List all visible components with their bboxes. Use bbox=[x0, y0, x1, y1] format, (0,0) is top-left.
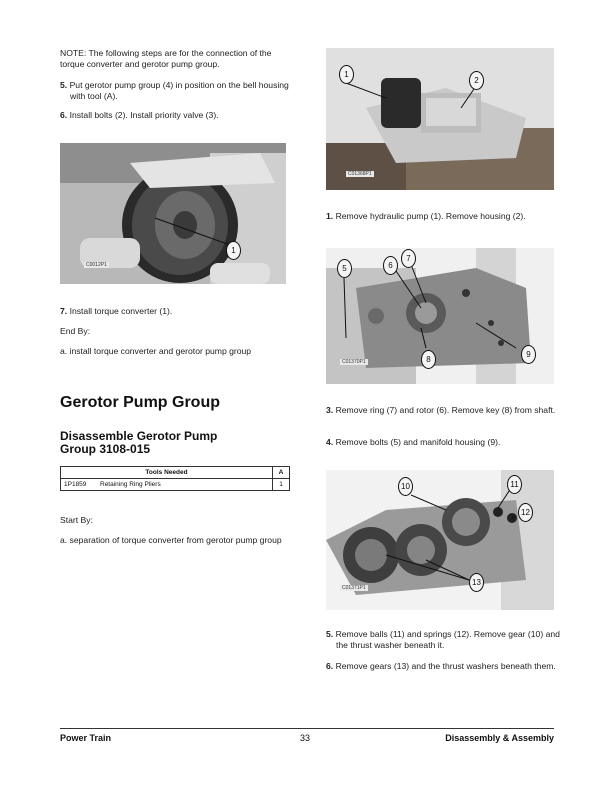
start-by-label: Start By: bbox=[60, 515, 93, 525]
tool-quantity: 1 bbox=[273, 479, 290, 491]
step-text: Remove ring (7) and rotor (6). Remove key (8) from shaft. bbox=[335, 405, 556, 415]
tools-needed-table bbox=[60, 466, 290, 491]
step-text: Remove gears (13) and the thrust washers beneath them. bbox=[335, 661, 556, 671]
step-number: 7. bbox=[60, 306, 68, 316]
note-text: NOTE: The following steps are for the connection of the torque converter and gerotor pump group. bbox=[60, 48, 272, 69]
photo-torque-converter bbox=[60, 143, 286, 284]
step-number: 1. bbox=[326, 211, 334, 221]
callout-10: 10 bbox=[398, 477, 413, 496]
tool-part-number: 1P1859 bbox=[61, 479, 98, 491]
callout-12: 12 bbox=[518, 503, 533, 522]
step-number: 6. bbox=[326, 661, 334, 671]
callout-9: 9 bbox=[521, 345, 536, 364]
callout-1: 1 bbox=[339, 65, 354, 84]
callout-6: 6 bbox=[383, 256, 398, 275]
step-text: Remove bolts (5) and manifold housing (9). bbox=[335, 437, 501, 447]
step-number: 5. bbox=[326, 629, 334, 639]
photo-hydraulic-pump-art bbox=[326, 48, 554, 190]
step-text: Install bolts (2). Install priority valve (3). bbox=[69, 110, 219, 120]
step-6-left bbox=[60, 110, 296, 121]
end-by-item: a. install torque converter and gerotor pump group bbox=[60, 346, 252, 356]
sub-title-line-2: Group 3108-015 bbox=[60, 442, 151, 456]
step-text: Remove hydraulic pump (1). Remove housing (2). bbox=[335, 211, 526, 221]
end-by-label: End By: bbox=[60, 326, 91, 336]
step-6-right bbox=[326, 661, 564, 672]
sub-title-line-1: Disassemble Gerotor Pump bbox=[60, 429, 218, 443]
photo-hydraulic-pump bbox=[326, 48, 554, 190]
photo-id-label: C01371P1 bbox=[342, 585, 366, 591]
step-4-right bbox=[326, 437, 564, 448]
table-row bbox=[61, 479, 290, 491]
step-number: 3. bbox=[326, 405, 334, 415]
step-7-left bbox=[60, 306, 296, 317]
step-number: 6. bbox=[60, 110, 68, 120]
photo-id-label: C01370P1 bbox=[342, 359, 366, 365]
callout-7: 7 bbox=[401, 249, 416, 268]
callout-13: 13 bbox=[469, 573, 484, 592]
section-title: Gerotor Pump Group bbox=[60, 394, 220, 411]
photo-id-label: C01368P1 bbox=[348, 171, 372, 177]
tool-description: Retaining Ring Pliers bbox=[97, 479, 273, 491]
step-1-right bbox=[326, 211, 564, 222]
step-text: Put gerotor pump group (4) in position on the bell housing with tool (A). bbox=[69, 80, 289, 101]
step-number: 4. bbox=[326, 437, 334, 447]
tools-column-a: A bbox=[273, 467, 290, 479]
step-text: Install torque converter (1). bbox=[69, 306, 173, 316]
photo-rotor-manifold bbox=[326, 248, 554, 384]
footer-divider bbox=[60, 728, 554, 729]
callout-1: 1 bbox=[226, 241, 241, 260]
footer-chapter: Disassembly & Assembly bbox=[445, 733, 554, 743]
tools-header-row bbox=[61, 467, 290, 479]
step-number: 5. bbox=[60, 80, 68, 90]
photo-id-label: C0012P1 bbox=[86, 262, 107, 268]
tools-header: Tools Needed bbox=[61, 467, 273, 479]
start-by-item: a. separation of torque converter from gerotor pump group bbox=[60, 535, 282, 545]
page-number: 33 bbox=[300, 733, 311, 743]
footer-section: Power Train bbox=[60, 733, 112, 743]
callout-2: 2 bbox=[469, 71, 484, 90]
step-5-left bbox=[60, 80, 296, 102]
step-5-right bbox=[326, 629, 564, 651]
callout-11: 11 bbox=[507, 475, 522, 494]
callout-5: 5 bbox=[337, 259, 352, 278]
step-text: Remove balls (11) and springs (12). Remove gear (10) and the thrust washer beneath it. bbox=[335, 629, 560, 650]
step-3-right bbox=[326, 405, 564, 416]
callout-8: 8 bbox=[421, 350, 436, 369]
photo-gears bbox=[326, 470, 554, 610]
